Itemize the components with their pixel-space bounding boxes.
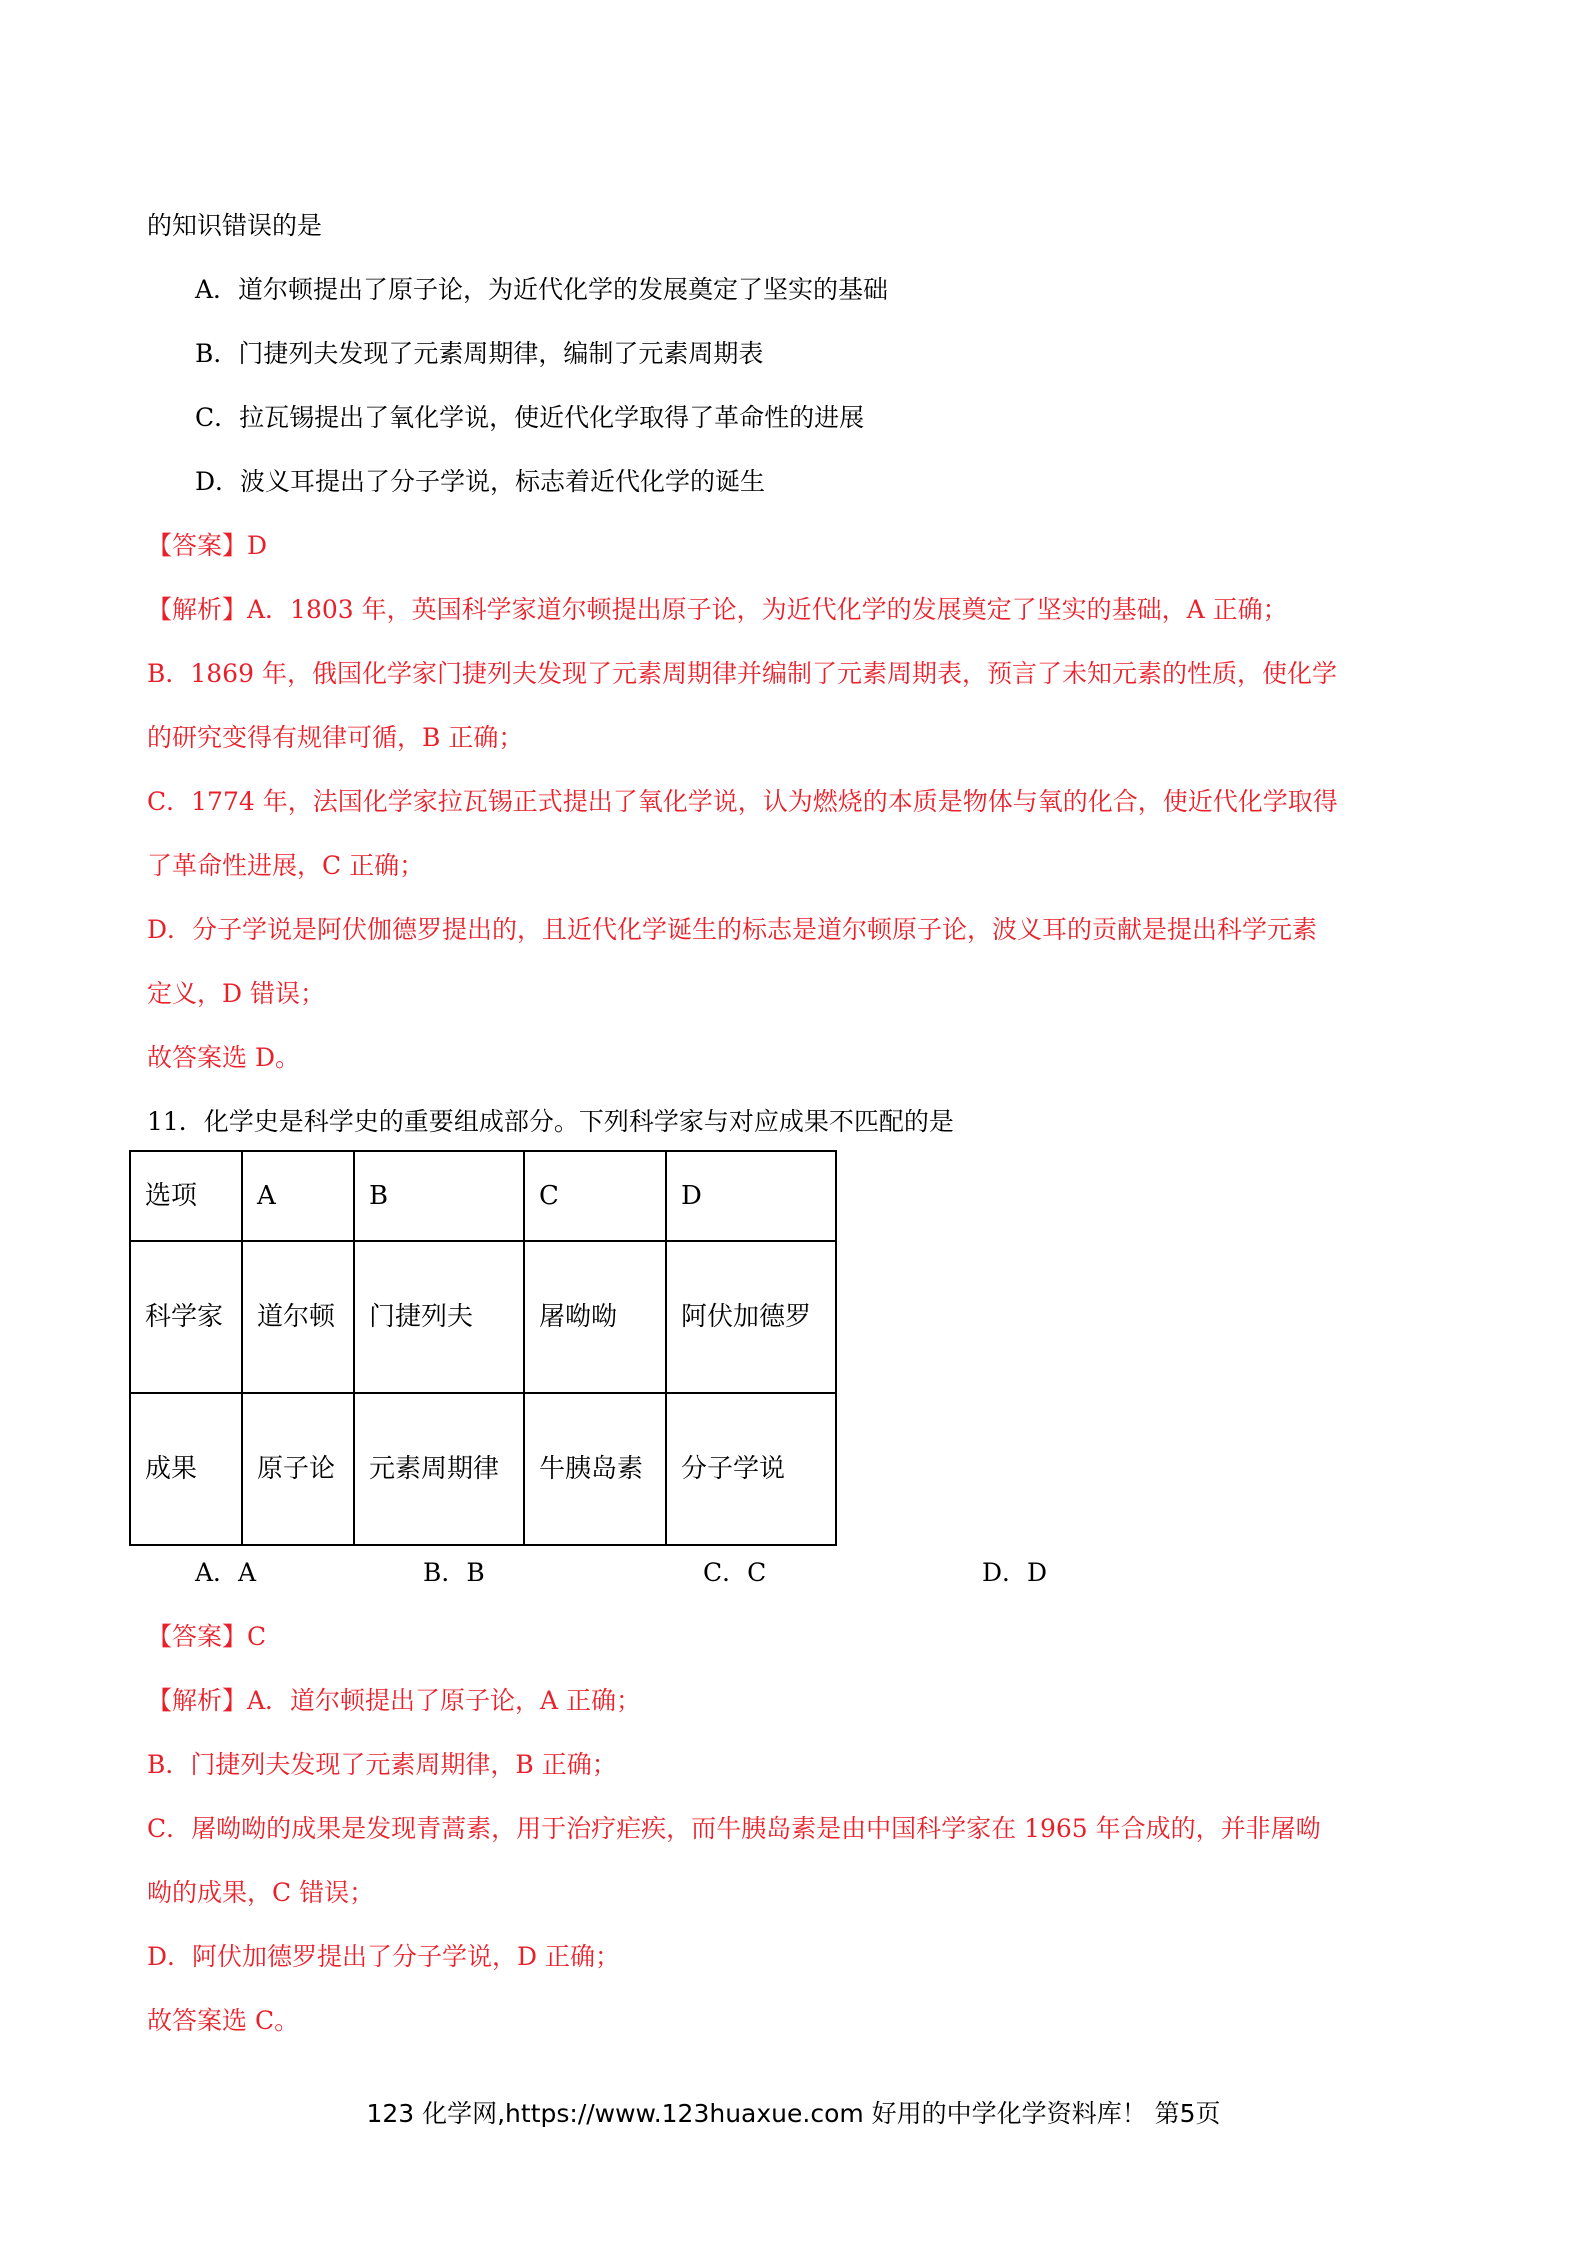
analysis-line: D．阿伏加德罗提出了分子学说，D 正确； [147,1942,621,1971]
analysis-line: 【解析】A．道尔顿提出了原子论，A 正确； [147,1686,642,1715]
option-c: C．C [703,1558,767,1587]
table-cell: 元素周期律 [354,1393,524,1545]
analysis-line: 【解析】A．1803 年，英国科学家道尔顿提出原子论，为近代化学的发展奠定了坚实的基础，A 正确； [147,595,1288,624]
analysis-line: 呦的成果，C 错误； [147,1878,375,1907]
table-cell: 阿伏加德罗 [666,1241,836,1393]
table-cell: 分子学说 [666,1393,836,1545]
analysis-conclusion: 故答案选 D。 [147,1043,300,1072]
table-row [130,1393,836,1545]
table-cell: 成果 [130,1393,242,1545]
table-cell: 科学家 [130,1241,242,1393]
option-a: A．道尔顿提出了原子论，为近代化学的发展奠定了坚实的基础 [195,275,889,304]
table-cell: 原子论 [242,1393,354,1545]
analysis-line: C．1774 年，法国化学家拉瓦锡正式提出了氧化学说，认为燃烧的本质是物体与氧的化合，使近代化学取得 [147,787,1338,816]
table-cell: 门捷列夫 [354,1241,524,1393]
page-footer: 123 化学网,https://www.123huaxue.com 好用的中学化学资料库！ 第5页 [366,2099,1221,2128]
question-stem: 11．化学史是科学史的重要组成部分。下列科学家与对应成果不匹配的是 [147,1107,954,1136]
table-cell: A [242,1151,354,1241]
table-cell: D [666,1151,836,1241]
option-c: C．拉瓦锡提出了氧化学说，使近代化学取得了革命性的进展 [195,403,865,432]
option-a: A．A [195,1558,257,1587]
table-row [130,1241,836,1393]
table-cell: 屠呦呦 [524,1241,666,1393]
analysis-conclusion: 故答案选 C。 [147,2006,300,2035]
table-cell: C [524,1151,666,1241]
question-stem-tail: 的知识错误的是 [147,211,323,240]
analysis-line: D．分子学说是阿伏伽德罗提出的，且近代化学诞生的标志是道尔顿原子论，波义耳的贡献是提出科学元素 [147,915,1318,944]
answer-label: 【答案】D [147,531,268,560]
comparison-table [129,1150,837,1546]
analysis-line: 的研究变得有规律可循，B 正确； [147,723,524,752]
analysis-line: B．门捷列夫发现了元素周期律，B 正确； [147,1750,617,1779]
analysis-line: 定义，D 错误； [147,979,325,1008]
analysis-line: 了革命性进展，C 正确； [147,851,425,880]
table-cell: 道尔顿 [242,1241,354,1393]
table-cell: B [354,1151,524,1241]
analysis-line: B．1869 年，俄国化学家门捷列夫发现了元素周期律并编制了元素周期表，预言了未知元素的性质，使化学 [147,659,1337,688]
table-cell: 选项 [130,1151,242,1241]
analysis-line: C．屠呦呦的成果是发现青蒿素，用于治疗疟疾，而牛胰岛素是由中国科学家在 1965 年合成的，并非屠呦 [147,1814,1321,1843]
option-b: B．门捷列夫发现了元素周期律，编制了元素周期表 [195,339,764,368]
option-d: D．D [982,1558,1048,1587]
table-header-row [130,1151,836,1241]
table-cell: 牛胰岛素 [524,1393,666,1545]
option-d: D．波义耳提出了分子学说，标志着近代化学的诞生 [195,467,766,496]
answer-label: 【答案】C [147,1622,267,1651]
option-b: B．B [423,1558,485,1587]
